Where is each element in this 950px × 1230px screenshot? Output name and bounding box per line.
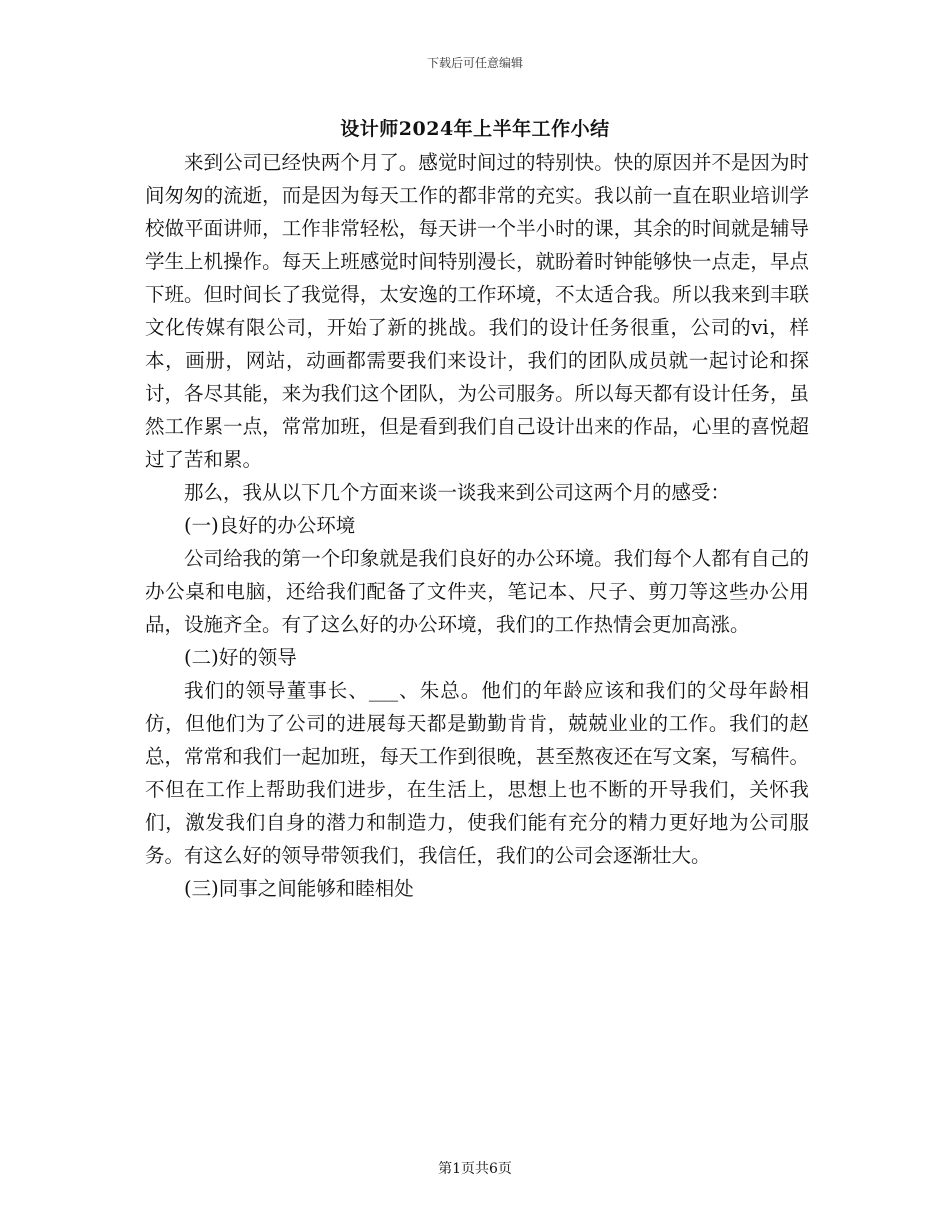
paragraph-office-environment: 公司给我的第一个印象就是我们良好的办公环境。我们每个人都有自己的办公桌和电脑，还给我们配备了文件夹，笔记本、尺子、剪刀等这些办公用品，设施齐全。有了这么好的办公环境，我们的工作热情会更加高涨。 (145, 547, 809, 636)
paragraph-overview: 那么，我从以下几个方面来谈一谈我来到公司这两个月的感受： (184, 481, 731, 504)
section-heading-office-environment: (一)良好的办公环境 (184, 514, 356, 537)
section-heading-colleagues: (三)同事之间能够和睦相处 (184, 877, 414, 900)
section-heading-leadership: (二)好的领导 (184, 646, 297, 669)
page-header: 下载后可任意编辑 (426, 56, 523, 70)
paragraph-leadership: 我们的领导董事长、___、朱总。他们的年龄应该和我们的父母年龄相仿，但他们为了公司的进展每天都是勤勤肯肯，兢兢业业的工作。我们的赵总，常常和我们一起加班，每天工作到很晚，甚至熬夜还在写文案，写稿件。不但在工作上帮助我们进步，在生活上，思想上也不断的开导我们，关怀我们，激发我们自身的潜力和制造力，使我们能有充分的精力更好地为公司服务。有这么好的领导带领我们，我信任，我们的公司会逐渐壮大。 (145, 679, 809, 867)
document-title: 设计师2024年上半年工作小结 (340, 118, 610, 140)
paragraph-intro: 来到公司已经快两个月了。感觉时间过的特别快。快的原因并不是因为时间匆匆的流逝，而是因为每天工作的都非常的充实。我以前一直在职业培训学校做平面讲师，工作非常轻松，每天讲一个半小时的课，其余的时间就是辅导学生上机操作。每天上班感觉时间特别漫长，就盼着时钟能够快一点走，早点下班。但时间长了我觉得，太安逸的工作环境，不太适合我。所以我来到丰联文化传媒有限公司，开始了新的挑战。我们的设计任务很重，公司的vi，样本，画册，网站，动画都需要我们来设计，我们的团队成员就一起讨论和探讨，各尽其能，来为我们这个团队，为公司服务。所以每天都有设计任务，虽然工作累一点，常常加班，但是看到我们自己设计出来的作品，心里的喜悦超过了苦和累。 (145, 151, 809, 471)
document-body (145, 146, 809, 905)
page-number: 第1页共6页 (438, 1161, 512, 1177)
